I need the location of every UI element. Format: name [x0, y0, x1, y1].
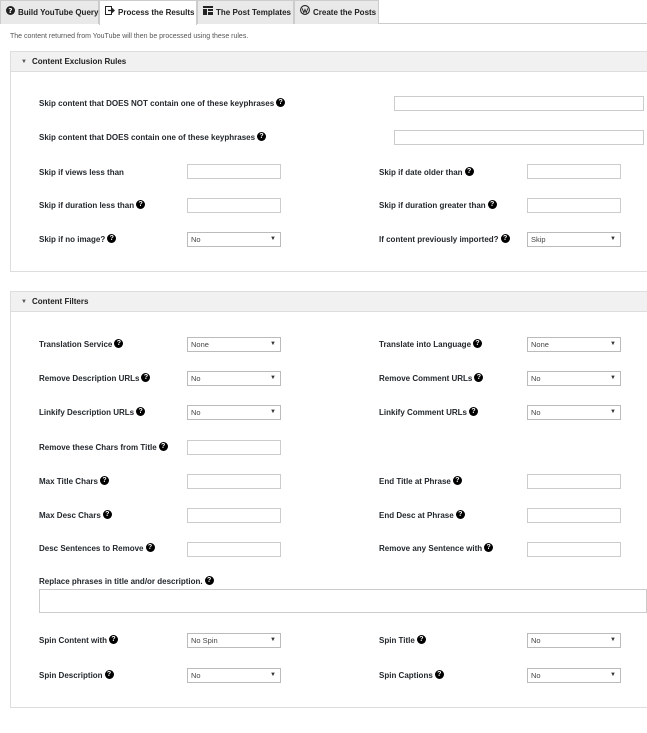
remove-chars-title-input[interactable]	[187, 440, 281, 455]
tab-label: Create the Posts	[313, 8, 377, 17]
skip-duration-greater-input[interactable]	[527, 198, 621, 213]
help-icon[interactable]: ?	[474, 373, 483, 382]
previously-imported-select[interactable]: Skip ▼	[527, 232, 621, 247]
spin-content-select[interactable]: No Spin ▼	[187, 633, 281, 648]
tab-create-posts[interactable]	[294, 0, 379, 24]
max-title-chars-input[interactable]	[187, 474, 281, 489]
svg-text:?: ?	[8, 6, 13, 16]
layout-icon	[203, 1, 213, 24]
remove-any-sentence-label: Remove any Sentence with ?	[379, 543, 493, 555]
help-icon[interactable]: ?	[453, 476, 462, 485]
max-title-chars-label: Max Title Chars ?	[39, 476, 109, 488]
collapse-arrow-icon[interactable]: ▼	[21, 299, 27, 305]
spin-captions-select[interactable]: No ▼	[527, 668, 621, 683]
skip-duration-less-label: Skip if duration less than ?	[39, 200, 145, 212]
tab-label: The Post Templates	[216, 8, 291, 17]
help-icon[interactable]: ?	[159, 442, 168, 451]
help-icon[interactable]: ?	[484, 543, 493, 552]
skip-duration-greater-label: Skip if duration greater than ?	[379, 200, 497, 212]
help-icon[interactable]: ?	[435, 670, 444, 679]
remove-comment-urls-label: Remove Comment URLs ?	[379, 373, 483, 385]
max-desc-chars-label: Max Desc Chars ?	[39, 510, 112, 522]
replace-phrases-textarea[interactable]	[39, 589, 647, 613]
spin-content-label: Spin Content with ?	[39, 635, 118, 647]
desc-sentences-remove-label: Desc Sentences to Remove ?	[39, 543, 155, 555]
translation-service-select[interactable]: None ▼	[187, 337, 281, 352]
chevron-down-icon: ▼	[610, 375, 616, 381]
replace-phrases-label: Replace phrases in title and/or description. ?	[39, 576, 214, 588]
help-icon[interactable]: ?	[257, 132, 266, 141]
spin-captions-label: Spin Captions ?	[379, 670, 444, 682]
help-icon[interactable]: ?	[488, 200, 497, 209]
remove-comment-urls-select[interactable]: No ▼	[527, 371, 621, 386]
help-icon[interactable]: ?	[501, 234, 510, 243]
help-icon[interactable]: ?	[205, 576, 214, 585]
help-icon[interactable]: ?	[469, 407, 478, 416]
intro-text: The content returned from YouTube will then be processed using these rules.	[10, 33, 249, 40]
chevron-down-icon: ▼	[270, 409, 276, 415]
end-title-phrase-input[interactable]	[527, 474, 621, 489]
skip-views-label: Skip if views less than	[39, 168, 124, 177]
help-icon[interactable]: ?	[473, 339, 482, 348]
help-icon[interactable]: ?	[107, 234, 116, 243]
chevron-down-icon: ▼	[270, 637, 276, 643]
help-icon[interactable]: ?	[136, 407, 145, 416]
wordpress-icon	[300, 1, 310, 24]
panel-title: Content Exclusion Rules	[32, 57, 127, 66]
help-icon[interactable]: ?	[146, 543, 155, 552]
help-icon[interactable]: ?	[465, 167, 474, 176]
skip-duration-less-input[interactable]	[187, 198, 281, 213]
desc-sentences-remove-input[interactable]	[187, 542, 281, 557]
help-icon[interactable]: ?	[109, 635, 118, 644]
chevron-down-icon: ▼	[270, 672, 276, 678]
translate-into-label: Translate into Language ?	[379, 339, 482, 351]
help-icon[interactable]: ?	[456, 510, 465, 519]
chevron-down-icon: ▼	[610, 637, 616, 643]
help-circle-icon	[6, 1, 15, 24]
help-icon[interactable]: ?	[100, 476, 109, 485]
spin-description-select[interactable]: No ▼	[187, 668, 281, 683]
linkify-comment-urls-select[interactable]: No ▼	[527, 405, 621, 420]
remove-desc-urls-label: Remove Description URLs ?	[39, 373, 150, 385]
tab-build-youtube-query[interactable]	[0, 0, 99, 24]
spin-title-label: Spin Title ?	[379, 635, 426, 647]
skip-not-contain-label: Skip content that DOES NOT contain one of these keyphrases ?	[39, 98, 285, 110]
collapse-arrow-icon[interactable]: ▼	[21, 59, 27, 65]
chevron-down-icon: ▼	[270, 236, 276, 242]
spin-description-label: Spin Description ?	[39, 670, 114, 682]
linkify-comment-urls-label: Linkify Comment URLs ?	[379, 407, 478, 419]
end-title-phrase-label: End Title at Phrase ?	[379, 476, 462, 488]
linkify-desc-urls-select[interactable]: No ▼	[187, 405, 281, 420]
skip-no-image-select[interactable]: No ▼	[187, 232, 281, 247]
help-icon[interactable]: ?	[141, 373, 150, 382]
translate-into-select[interactable]: None ▼	[527, 337, 621, 352]
skip-no-image-label: Skip if no image? ?	[39, 234, 116, 246]
skip-contain-input[interactable]	[394, 130, 644, 145]
spin-title-select[interactable]: No ▼	[527, 633, 621, 648]
help-icon[interactable]: ?	[417, 635, 426, 644]
panel-header[interactable]	[11, 292, 647, 312]
panel-title: Content Filters	[32, 297, 89, 306]
tab-bar	[0, 0, 647, 24]
tab-post-templates[interactable]	[197, 0, 294, 24]
skip-date-label: Skip if date older than ?	[379, 167, 474, 179]
tab-process-results[interactable]	[99, 0, 197, 25]
tab-label: Process the Results	[118, 8, 195, 17]
skip-date-input[interactable]	[527, 164, 621, 179]
remove-any-sentence-input[interactable]	[527, 542, 621, 557]
translation-service-label: Translation Service ?	[39, 339, 123, 351]
chevron-down-icon: ▼	[270, 341, 276, 347]
help-icon[interactable]: ?	[136, 200, 145, 209]
skip-not-contain-input[interactable]	[394, 96, 644, 111]
remove-chars-title-label: Remove these Chars from Title ?	[39, 442, 168, 454]
chevron-down-icon: ▼	[270, 375, 276, 381]
end-desc-phrase-input[interactable]	[527, 508, 621, 523]
remove-desc-urls-select[interactable]: No ▼	[187, 371, 281, 386]
help-icon[interactable]: ?	[276, 98, 285, 107]
arrow-right-box-icon	[105, 1, 115, 24]
max-desc-chars-input[interactable]	[187, 508, 281, 523]
linkify-desc-urls-label: Linkify Description URLs ?	[39, 407, 145, 419]
help-icon[interactable]: ?	[105, 670, 114, 679]
tab-label: Build YouTube Query	[18, 8, 99, 17]
help-icon[interactable]: ?	[114, 339, 123, 348]
chevron-down-icon: ▼	[610, 409, 616, 415]
help-icon[interactable]: ?	[103, 510, 112, 519]
skip-contain-label: Skip content that DOES contain one of these keyphrases ?	[39, 132, 266, 144]
chevron-down-icon: ▼	[610, 672, 616, 678]
chevron-down-icon: ▼	[610, 236, 616, 242]
end-desc-phrase-label: End Desc at Phrase ?	[379, 510, 465, 522]
chevron-down-icon: ▼	[610, 341, 616, 347]
skip-views-input[interactable]	[187, 164, 281, 179]
previously-imported-label: If content previously imported? ?	[379, 234, 510, 246]
panel-header[interactable]	[11, 52, 647, 72]
